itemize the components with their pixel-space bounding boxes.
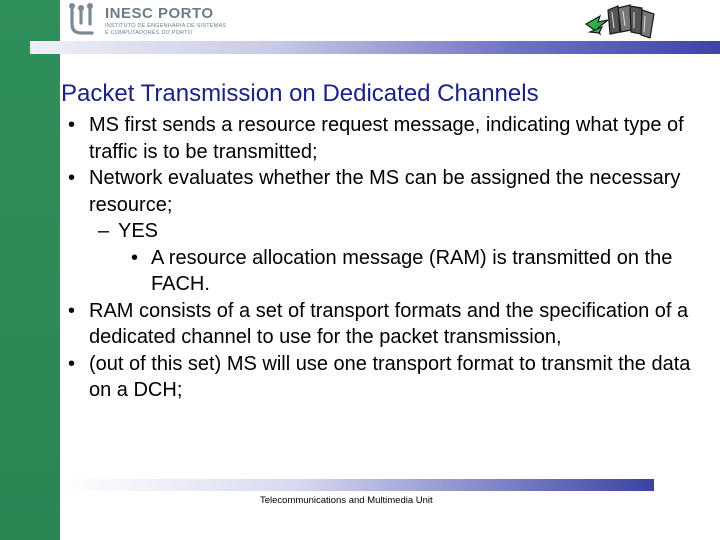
- logo-subtitle: [105, 23, 226, 36]
- logo-title: INESC PORTO: [105, 5, 214, 22]
- bullet-marker: •: [68, 352, 76, 375]
- bullet-marker: •: [131, 246, 139, 269]
- slide-body: [60, 112, 700, 404]
- sub-bullet-text: YES: [118, 220, 159, 242]
- bullet-text: Network evaluates whether the MS can be assigned the necessary resource;: [89, 167, 681, 216]
- bottom-gradient-bar: [60, 479, 654, 491]
- logo-subtitle-line1: INSTITUTO DE ENGENHARIA DE SISTEMAS: [105, 23, 227, 29]
- bullet-item: [60, 165, 700, 218]
- bullet-text: (out of this set) MS will use one transport format to transmit the data on a DCH;: [89, 352, 691, 401]
- sub-sub-bullet-item: [60, 245, 700, 298]
- bullet-item: [60, 298, 700, 351]
- dash-marker: –: [98, 220, 110, 242]
- bullet-item: [60, 351, 700, 404]
- bullet-item: [60, 112, 700, 165]
- left-green-bar: [0, 0, 60, 540]
- mascot-logo-icon: [584, 2, 660, 44]
- sub-bullet-item: [60, 218, 700, 245]
- slide-title: Packet Transmission on Dedicated Channels: [61, 80, 539, 107]
- bullet-marker: •: [68, 167, 76, 189]
- bullet-text: RAM consists of a set of transport formats and the specification of a dedicated channel to use for the packet transmission,: [89, 299, 689, 348]
- bullet-text: MS first sends a resource request message, indicating what type of traffic is to be transmitted;: [89, 114, 684, 163]
- inesc-logo-icon: [62, 2, 102, 38]
- bullet-marker: •: [68, 114, 76, 136]
- logo-subtitle-line2: E COMPUTADORES DO PORTO: [105, 29, 193, 36]
- footer-text: Telecommunications and Multimedia Unit: [260, 495, 433, 506]
- sub-sub-bullet-text: A resource allocation message (RAM) is transmitted on the FACH.: [151, 246, 673, 295]
- bullet-marker: •: [68, 299, 76, 322]
- inesc-logo: [62, 2, 232, 38]
